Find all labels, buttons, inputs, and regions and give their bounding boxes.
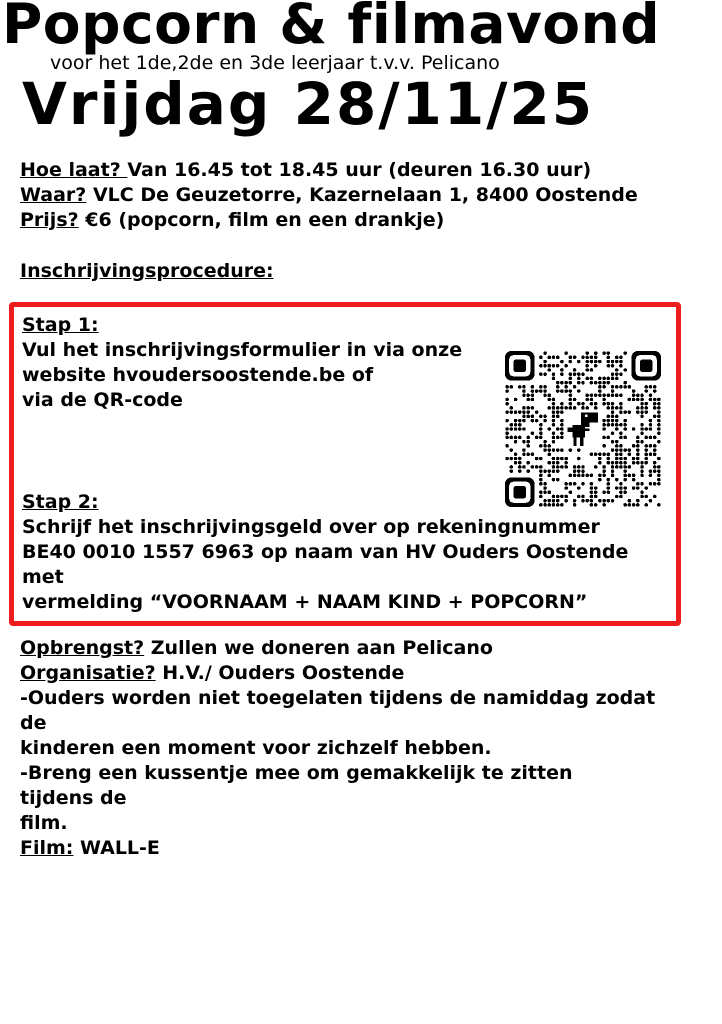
step-1-line: Vul het inschrijvingsformulier in via onze (22, 339, 463, 361)
step-2-label: Stap 2: (22, 491, 99, 513)
detail-line: de (20, 712, 47, 734)
proceeds-label: Opbrengst? (20, 637, 145, 659)
price-value: €6 (popcorn, film en een drankje) (78, 209, 445, 231)
qr-finder-top-left (505, 351, 535, 381)
detail-line: kinderen een moment voor zichzelf hebben. (20, 737, 492, 759)
time-row (20, 158, 638, 183)
qr-code[interactable] (505, 351, 661, 507)
time-label: Hoe laat? (20, 159, 128, 181)
step-2 (22, 490, 628, 615)
step-1 (22, 313, 462, 413)
step-1-line: via de QR-code (22, 389, 183, 411)
registration-box (9, 302, 681, 626)
film-row (20, 836, 655, 861)
film-label: Film: (20, 837, 74, 859)
step-2-line: Schrijf het inschrijvingsgeld over op rekeningnummer (22, 516, 600, 538)
place-value: VLC De Geuzetorre, Kazernelaan 1, 8400 Oostende (86, 184, 638, 206)
step-1-line: website hvoudersoostende.be of (22, 364, 374, 386)
organisation-value: H.V./ Ouders Oostende (155, 662, 405, 684)
step-1-label: Stap 1: (22, 314, 99, 336)
step-2-line: met (22, 566, 64, 588)
proceeds-value: Zullen we doneren aan Pelicano (144, 637, 493, 659)
event-details (20, 636, 655, 861)
event-title: Popcorn & filmavond (2, 0, 661, 56)
step-2-line: BE40 0010 1557 6963 op naam van HV Ouders Oostende (22, 541, 629, 563)
proceeds-row (20, 636, 655, 661)
film-value: WALL-E (73, 837, 160, 859)
detail-line: tijdens de (20, 787, 127, 809)
organisation-row (20, 661, 655, 686)
event-subtitle: voor het 1de,2de en 3de leerjaar t.v.v. Pelicano (50, 52, 500, 74)
time-value: Van 16.45 tot 18.45 uur (deuren 16.30 uur) (127, 159, 592, 181)
procedure-heading: Inschrijvingsprocedure: (20, 260, 274, 282)
event-date: Vrijdag 28/11/25 (22, 70, 595, 138)
dino-icon (564, 410, 602, 448)
organisation-label: Organisatie? (20, 662, 156, 684)
price-label: Prijs? (20, 209, 79, 231)
place-row (20, 183, 638, 208)
price-row (20, 208, 638, 233)
detail-line: film. (20, 812, 68, 834)
detail-line: -Ouders worden niet toegelaten tijdens de namiddag zodat (20, 687, 656, 709)
step-2-line: vermelding “VOORNAAM + NAAM KIND + POPCORN” (22, 591, 588, 613)
detail-line: -Breng een kussentje mee om gemakkelijk te zitten (20, 762, 573, 784)
place-label: Waar? (20, 184, 87, 206)
qr-finder-top-right (631, 351, 661, 381)
event-info (20, 158, 638, 233)
